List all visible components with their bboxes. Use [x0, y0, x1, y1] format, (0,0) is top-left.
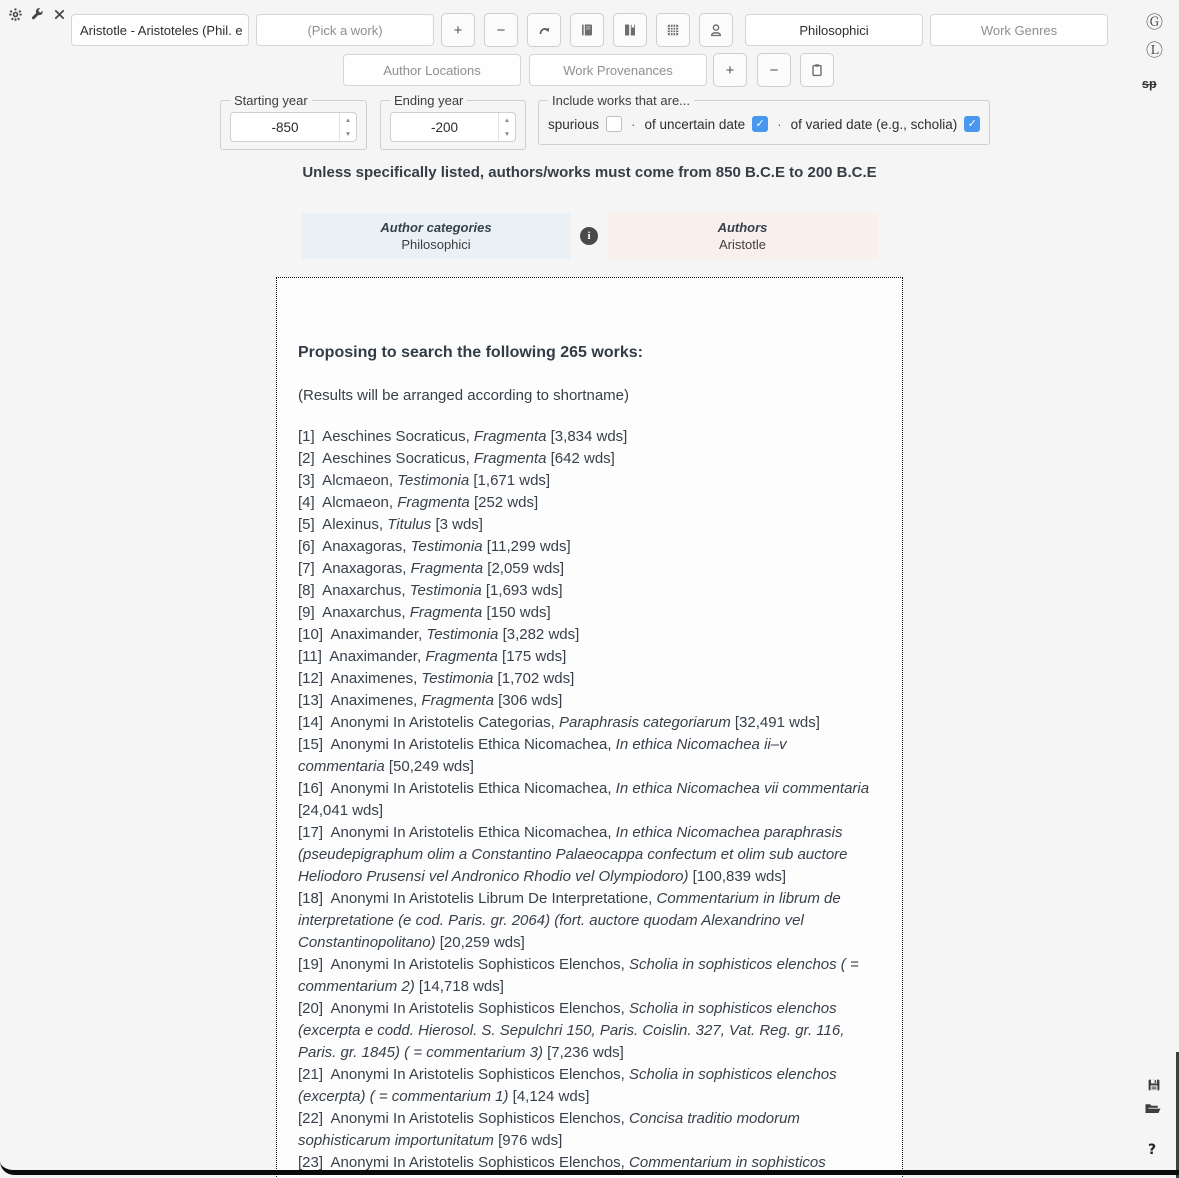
results-heading: Proposing to search the following 265 works: [298, 344, 643, 361]
work-title: Paraphrasis categoriarum [558, 714, 731, 731]
work-title: Concisa traditio modorum sophisticarum importunitatum [298, 1110, 800, 1149]
work-item: [23] Anonymi In Aristotelis Sophisticos Elenchos, Commentarium in sophisticos [298, 1154, 826, 1171]
minus-icon: − [769, 61, 779, 79]
work-item: [18] Anonymi In Aristotelis Librum De Interpretatione, Commentarium in librum de interpretatione (e cod. Paris. gr. 2064) (fort. auctore quodam Alexandrino vel Constantinopolitano) [20,259 wds] [298, 890, 841, 951]
open-folder-icon[interactable] [1143, 1100, 1163, 1121]
work-title: Testimonia [410, 538, 483, 555]
wrench-icon[interactable] [30, 7, 45, 22]
add-author-button[interactable] [441, 13, 475, 47]
work-title: Scholia in sophisticos elenchos ( = commentarium 2) [298, 956, 859, 995]
author-input-value: Aristotle - Aristoteles (Phil. e [80, 22, 243, 38]
work-genres-input[interactable] [930, 14, 1108, 46]
plus-icon: + [453, 21, 463, 39]
grid-icon [665, 22, 681, 38]
spin-down-icon[interactable]: ▼ [344, 130, 352, 138]
work-item: [6] Anaxagoras, Testimonia [11,299 wds] [298, 538, 571, 555]
author-locations-placeholder: Author Locations [383, 62, 481, 78]
user-icon [708, 22, 724, 38]
work-item: [22] Anonymi In Aristotelis Sophisticos Elenchos, Concisa traditio modorum sophisticarum importunitatum [976 wds] [298, 1110, 800, 1149]
ending-year-value: -200 [430, 119, 459, 135]
work-item: [7] Anaxagoras, Fragmenta [2,059 wds] [298, 560, 565, 577]
bookmarks-icon [622, 22, 638, 38]
work-provenances-placeholder: Work Provenances [563, 62, 673, 78]
save-icon[interactable] [1146, 1077, 1162, 1098]
ending-year-spinner [498, 113, 515, 141]
work-item: [15] Anonymi In Aristotelis Ethica Nicomachea, In ethica Nicomachea ii–v commentaria [50,249 wds] [298, 736, 787, 775]
spurious-toggle-icon[interactable]: sp [1142, 77, 1157, 91]
work-title: Fragmenta [397, 494, 470, 511]
redo-arrow-icon [536, 22, 552, 38]
work-item: [11] Anaximander, Fragmenta [175 wds] [298, 648, 567, 665]
author-input[interactable] [71, 14, 249, 46]
ending-year-input[interactable] [390, 112, 516, 142]
titlebar [8, 7, 67, 22]
work-title: Testimonia [397, 472, 470, 489]
starting-year-spinner [339, 113, 356, 141]
work-picker-placeholder: (Pick a work) [307, 22, 383, 38]
work-title: Fragmenta [473, 450, 547, 467]
work-item: [16] Anonymi In Aristotelis Ethica Nicomachea, In ethica Nicomachea vii commentaria [24,041 wds] [298, 780, 870, 819]
results-subheading: (Results will be arranged according to shortname) [298, 387, 629, 404]
work-title: Testimonia [426, 626, 499, 643]
author-locations-input[interactable] [343, 54, 521, 86]
authors-value: Aristotle [719, 237, 766, 252]
ending-year-legend: Ending year [394, 93, 464, 108]
work-title: Fragmenta [421, 692, 494, 709]
work-provenances-input[interactable] [529, 54, 707, 86]
work-title: Fragmenta [425, 648, 498, 665]
work-title: Scholia in sophisticos elenchos (excerpta) ( = commentarium 1) [298, 1066, 837, 1105]
work-item: [1] Aeschines Socraticus, Fragmenta [3,834 wds] [298, 428, 628, 445]
work-title: Scholia in sophisticos elenchos (excerpta e codd. Hierosol. S. Sepulchri 150, Paris. Coislin. 327, Vat. Reg. gr. 116, Paris. gr. 1845) ( = commentarium 3) [298, 1000, 845, 1061]
work-title: In ethica Nicomachea paraphrasis (pseudepigraphum olim a Constantino Palaeocappa confectum et olim sub auctore Heliodoro Prusensi vel Andronico Rhodio vel Olympiodoro) [298, 824, 848, 885]
work-item: [8] Anaxarchus, Testimonia [1,693 wds] [298, 582, 563, 599]
work-item: [4] Alcmaeon, Fragmenta [252 wds] [298, 494, 539, 511]
work-title: Commentarium in sophisticos [629, 1154, 826, 1171]
remove-author-button[interactable] [484, 13, 518, 47]
checkbox-label: of uncertain date [644, 116, 746, 132]
work-item: [3] Alcmaeon, Testimonia [1,671 wds] [298, 472, 551, 489]
work-title: Titulus [387, 516, 432, 533]
work-title: In ethica Nicomachea ii–v commentaria [298, 736, 787, 775]
plus-icon: + [725, 61, 735, 79]
ending-year-fieldset [380, 93, 526, 150]
separator-dot: · [631, 116, 636, 132]
user-button[interactable] [699, 13, 733, 47]
circled-g-icon[interactable]: Ⓖ [1146, 13, 1163, 33]
clipboard-icon [809, 62, 825, 78]
work-title: In ethica Nicomachea vii commentaria [615, 780, 870, 797]
author-category-value: Philosophici [799, 22, 869, 38]
author-categories-panel[interactable] [302, 213, 570, 259]
work-title: Fragmenta [473, 428, 547, 445]
work-item: [21] Anonymi In Aristotelis Sophisticos Elenchos, Scholia in sophisticos elenchos (excerpta) ( = commentarium 1) [4,124 wds] [298, 1066, 837, 1105]
work-item: [9] Anaxarchus, Fragmenta [150 wds] [298, 604, 551, 621]
starting-year-value: -850 [271, 119, 299, 135]
book-button[interactable] [570, 13, 604, 47]
work-picker-input[interactable] [256, 14, 434, 46]
starting-year-input[interactable] [230, 112, 357, 142]
include-works-fieldset [538, 93, 990, 145]
grid-button[interactable] [656, 13, 690, 47]
checkbox-label: of varied date (e.g., scholia) [790, 116, 958, 132]
spin-up-icon[interactable]: ▲ [503, 116, 511, 124]
work-title: Commentarium in librum de interpretatione (e cod. Paris. gr. 2064) (fort. auctore quodam Alexandrino vel Constantinopolitano) [298, 890, 841, 951]
redo-button[interactable] [527, 13, 561, 47]
gear-icon[interactable] [8, 7, 23, 22]
author-categories-value: Philosophici [401, 237, 471, 252]
authors-panel[interactable] [608, 213, 877, 259]
remove-location-button[interactable] [757, 53, 791, 87]
work-title: Testimonia [409, 582, 482, 599]
starting-year-fieldset [220, 93, 367, 150]
include-works-legend: Include works that are... [552, 93, 691, 108]
works-list [298, 426, 876, 1174]
results-box [276, 277, 903, 1178]
circled-l-icon[interactable]: Ⓛ [1146, 41, 1163, 61]
work-item: [5] Alexinus, Titulus [3 wds] [298, 516, 483, 533]
help-icon[interactable]: ? [1148, 1142, 1157, 1158]
minus-icon: − [496, 21, 506, 39]
work-item: [17] Anonymi In Aristotelis Ethica Nicomachea, In ethica Nicomachea paraphrasis (pseudepigraphum olim a Constantino Palaeocappa confectum et olim sub auctore Heliodoro Prusensi vel Andronico Rhodio vel Olympiodoro) [100,839 wds] [298, 824, 848, 885]
work-item: [13] Anaximenes, Fragmenta [306 wds] [298, 692, 563, 709]
work-item: [2] Aeschines Socraticus, Fragmenta [642 wds] [298, 450, 615, 467]
info-icon[interactable]: i [580, 227, 598, 245]
checkbox-checked[interactable]: ✓ [964, 116, 980, 132]
include-options [548, 112, 980, 132]
clipboard-button[interactable] [800, 53, 834, 87]
starting-year-legend: Starting year [234, 93, 308, 108]
work-item: [10] Anaximander, Testimonia [3,282 wds] [298, 626, 580, 643]
bookmarks-button[interactable] [613, 13, 647, 47]
work-genres-placeholder: Work Genres [980, 22, 1058, 38]
spin-up-icon[interactable]: ▲ [344, 116, 352, 124]
spin-down-icon[interactable]: ▼ [503, 130, 511, 138]
add-location-button[interactable] [713, 53, 747, 87]
work-title: Fragmenta [409, 604, 483, 621]
checkbox-unchecked[interactable] [606, 116, 622, 132]
work-item: [14] Anonymi In Aristotelis Categorias, Paraphrasis categoriarum [32,491 wds] [298, 714, 820, 731]
work-item: [20] Anonymi In Aristotelis Sophisticos Elenchos, Scholia in sophisticos elenchos (excerpta e codd. Hierosol. S. Sepulchri 150, Paris. Coislin. 327, Vat. Reg. gr. 116, Paris. gr. 1845) ( = commentarium 3) [7,236 wds] [298, 1000, 845, 1061]
author-categories-title: Author categories [380, 220, 492, 235]
close-icon[interactable] [52, 7, 67, 22]
separator-dot: · [777, 116, 782, 132]
work-item: [19] Anonymi In Aristotelis Sophisticos Elenchos, Scholia in sophisticos elenchos ( = commentarium 2) [14,718 wds] [298, 956, 859, 995]
work-item: [12] Anaximenes, Testimonia [1,702 wds] [298, 670, 575, 687]
author-category-input[interactable] [745, 14, 923, 46]
book-icon [579, 22, 595, 38]
checkbox-label: spurious [548, 116, 600, 132]
work-title: Testimonia [421, 670, 494, 687]
work-title: Fragmenta [410, 560, 484, 577]
authors-title: Authors [717, 220, 768, 235]
date-range-notice: Unless specifically listed, authors/works must come from 850 B.C.E to 200 B.C.E [302, 164, 877, 181]
checkbox-checked[interactable]: ✓ [752, 116, 768, 132]
